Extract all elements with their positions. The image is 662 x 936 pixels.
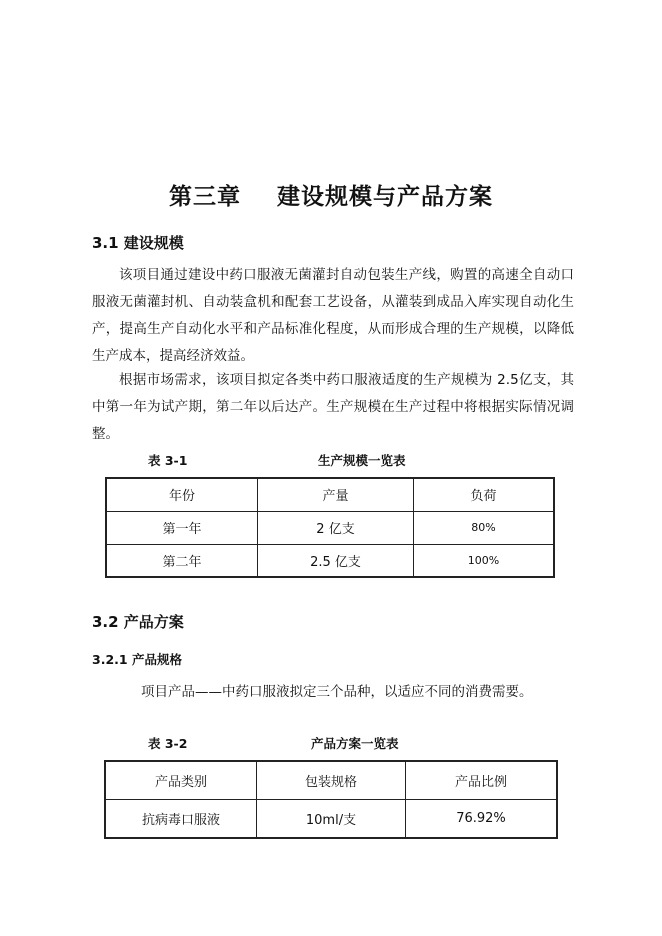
table2-label: 表 3-2 <box>148 736 188 751</box>
table-header-cell: 年份 <box>106 478 258 511</box>
chapter-title: 第三章 建设规模与产品方案 <box>168 184 494 210</box>
table-cell: 第一年 <box>106 511 258 544</box>
table-cell: 10ml/支 <box>257 799 406 838</box>
table-row <box>105 799 557 838</box>
section-heading-scale: 3.1 建设规模 <box>92 234 184 252</box>
table-cell: 抗病毒口服液 <box>105 799 257 838</box>
table-header-row <box>105 761 557 799</box>
table-row <box>106 511 554 544</box>
table1-title: 生产规模一览表 <box>318 453 406 468</box>
table-cell: 80% <box>414 511 555 544</box>
table-header-row <box>106 478 554 511</box>
table-cell: 第二年 <box>106 544 258 577</box>
section-heading-product-plan: 3.2 产品方案 <box>92 613 184 631</box>
table-cell: 2.5 亿支 <box>258 544 414 577</box>
table-cell: 100% <box>414 544 555 577</box>
table2-title: 产品方案一览表 <box>311 736 399 751</box>
table-header-cell: 包装规格 <box>257 761 406 799</box>
table1-label: 表 3-1 <box>148 453 188 468</box>
table-header-cell: 产品类别 <box>105 761 257 799</box>
table-row <box>106 544 554 577</box>
production-scale-table <box>105 477 555 578</box>
subsection-heading-spec: 3.2.1 产品规格 <box>92 652 182 667</box>
paragraph-market-demand: 根据市场需求，该项目拟定各类中药口服液适度的生产规模为 2.5亿支，其中第一年为试产期，第二年以后达产。生产规模在生产过程中将根据实际情况调整。 <box>92 372 574 442</box>
paragraph-product-spec: 项目产品——中药口服液拟定三个品种，以适应不同的消费需要。 <box>141 684 533 700</box>
paragraph-scale-intro: 该项目通过建设中药口服液无菌灌封自动包装生产线，购置的高速全自动口服液无菌灌封机、自动装盒机和配套工艺设备，从灌装到成品入库实现自动化生产，提高生产自动化水平和产品标准化程度，从而形成合理的生产规模，以降低生产成本，提高经济效益。 <box>92 267 574 364</box>
table-header-cell: 负荷 <box>414 478 555 511</box>
table-header-cell: 产品比例 <box>406 761 558 799</box>
table-cell: 2 亿支 <box>258 511 414 544</box>
table-header-cell: 产量 <box>258 478 414 511</box>
product-plan-table <box>104 760 558 839</box>
table-cell: 76.92% <box>406 799 558 838</box>
